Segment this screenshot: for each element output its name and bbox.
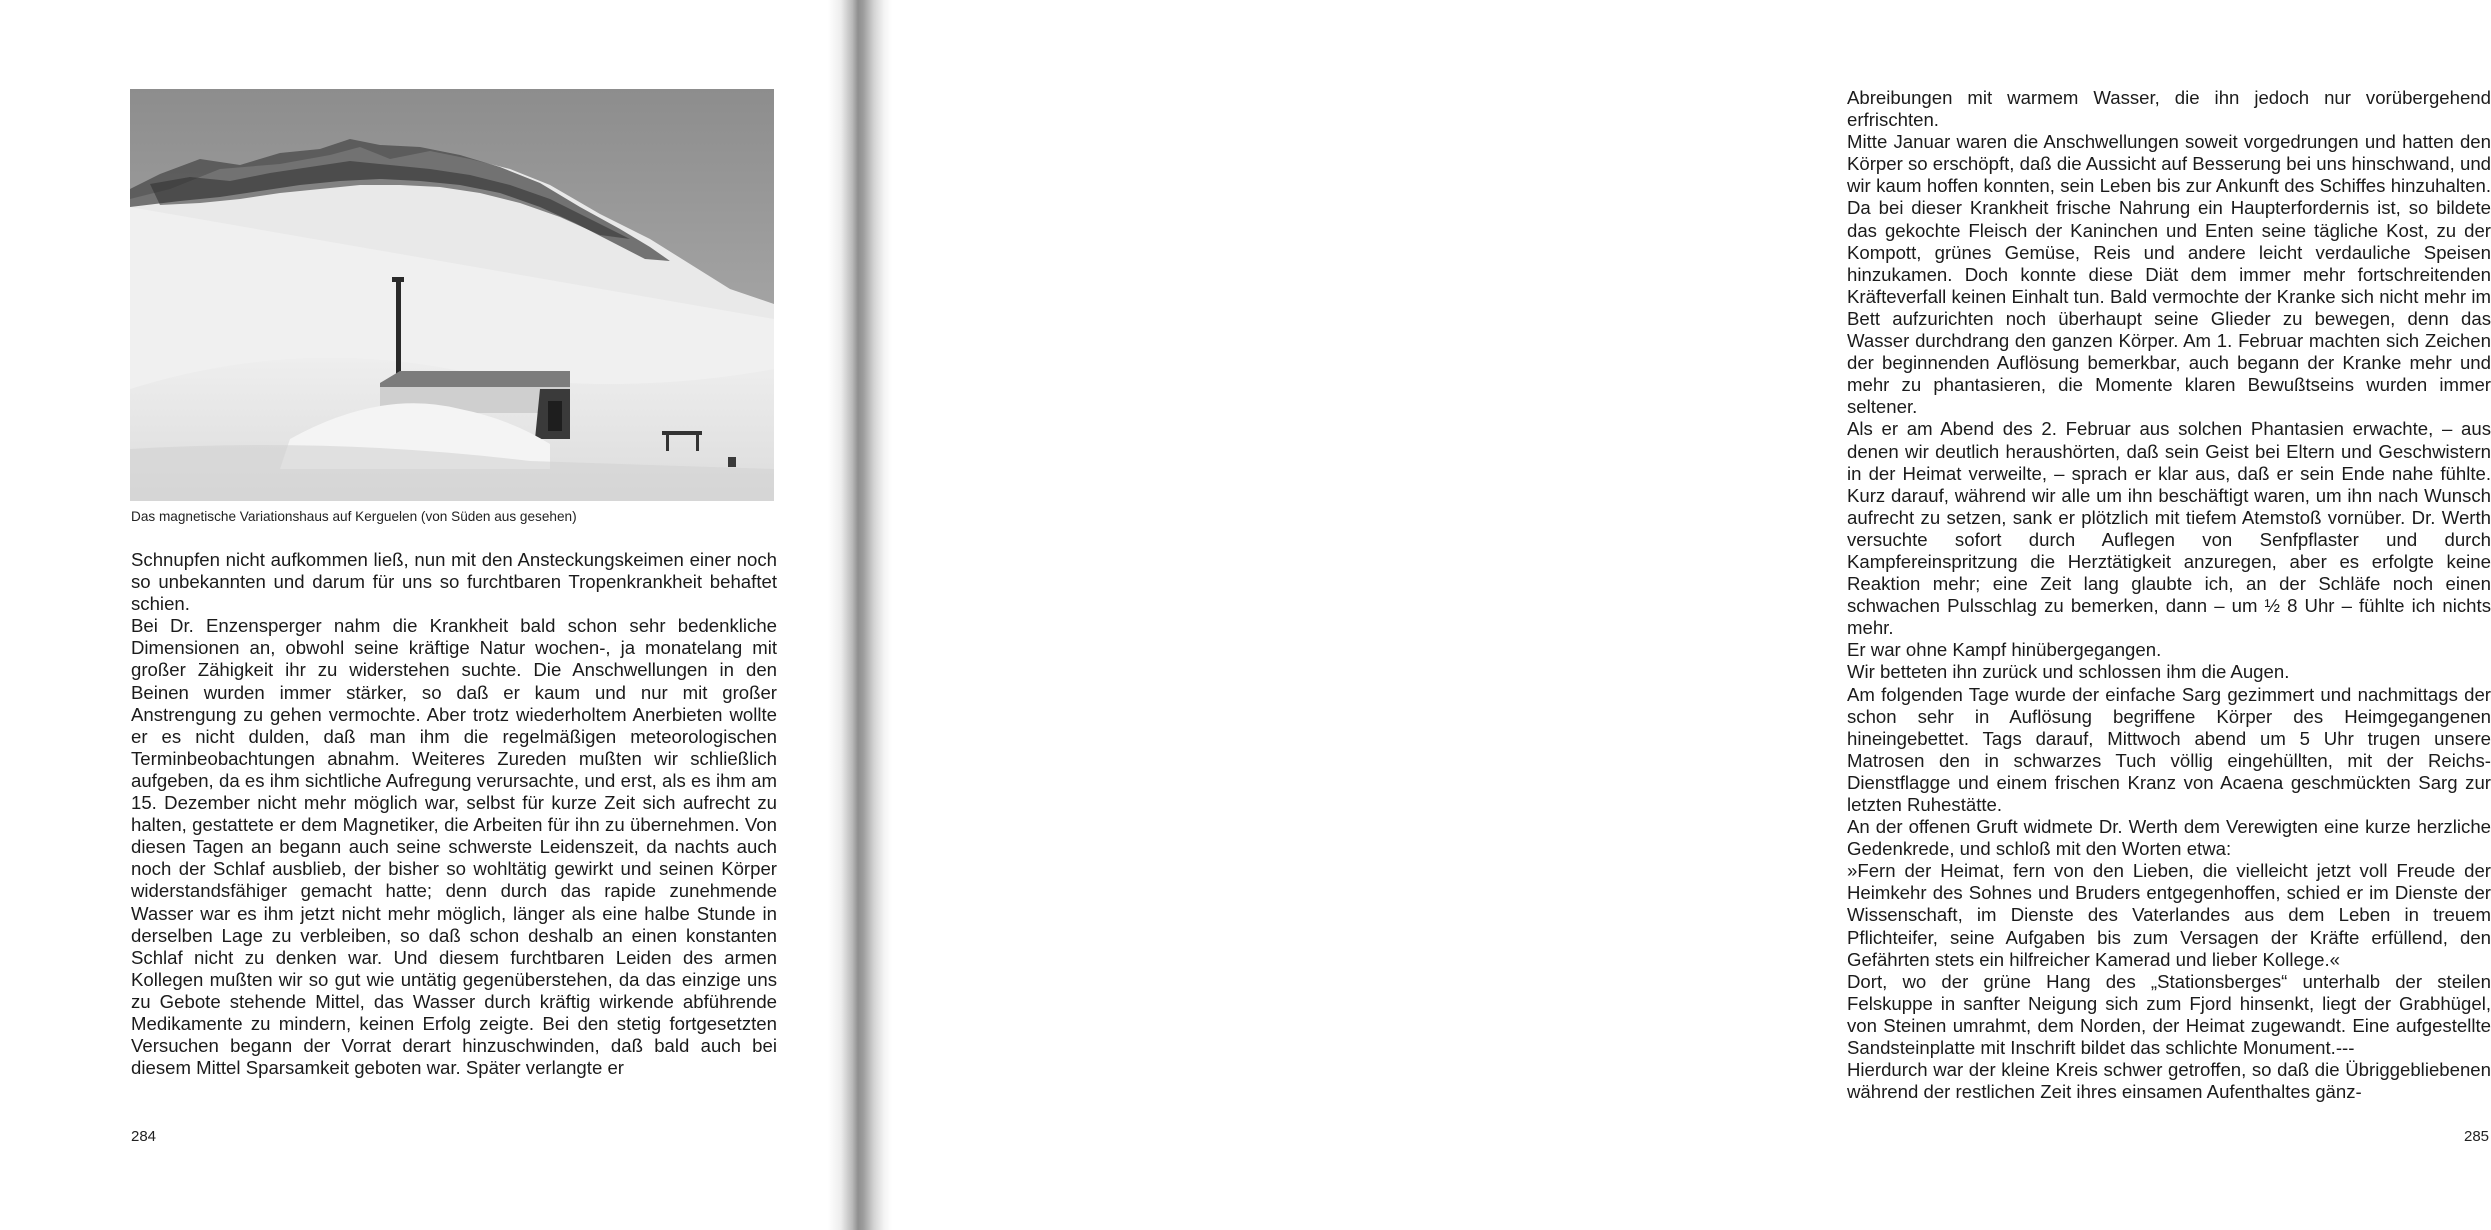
paragraph: Schnupfen nicht aufkommen ließ, nun mit den Ansteckungskeimen einer noch so unbekannten und darum für uns so furchtbaren Tropenkrankheit behaftet schien. <box>131 549 777 615</box>
page-number-left: 284 <box>131 1128 157 1145</box>
figure-caption: Das magnetische Variationshaus auf Kerguelen (von Süden aus gesehen) <box>131 509 577 524</box>
snow-hut-photo <box>130 89 774 501</box>
right-page <box>880 0 2491 1230</box>
right-page-body <box>1847 87 2491 1103</box>
paragraph: An der offenen Gruft widmete Dr. Werth dem Verewigten eine kurze herzliche Gedenkrede, und schloß mit den Worten etwa: <box>1847 816 2491 860</box>
paragraph: Wir betteten ihn zurück und schlossen ihm die Augen. <box>1847 661 2290 683</box>
paragraph: Bei Dr. Enzensperger nahm die Krankheit bald schon sehr bedenkliche Dimensionen an, obwohl seine kräftige Natur wochen-, ja monatelang mit großer Zähigkeit ihr zu widerstehen suchte. Die Anschwellungen in den Beinen wurden immer stärker, so daß er kaum und nur mit großer Anstrengung zu gehen vermochte. Aber trotz wiederholtem Anerbieten wollte er es nicht dulden, daß man ihm die regelmäßigen meteorologischen Terminbeobachtungen abnahm. Weiteres Zureden mußten wir schließlich aufgeben, da es ihm sichtliche Aufregung verursachte, und erst, als es ihm am 15. Dezember nicht mehr möglich war, selbst für kurze Zeit sich aufrecht zu halten, gestattete er dem Magnetiker, die Arbeiten für ihn zu übernehmen. Von diesen Tagen an begann auch seine schwerste Leidenszeit, da nachts auch noch der Schlaf ausblieb, der bisher so wohltätig gewirkt und seinen Körper widerstandsfähiger gemacht hatte; denn durch das rapide zunehmende Wasser war es ihm jetzt nicht mehr möglich, länger als eine halbe Stunde in derselben Lage zu verbleiben, so daß schon deshalb an einen konstanten Schlaf nicht zu denken war. Und diesem furchtbaren Leiden des armen Kollegen mußten wir so gut wie untätig gegenüberstehen, da das einzige uns zu Gebote stehende Mittel, das Wasser durch kräftig wirkende abführende Medikamente zu mindern, keinen Erfolg zeigte. Bei den stetig fortgesetzten Versuchen begann der Vorrat derart hinzuschwinden, daß bald auch bei diesem Mittel Sparsamkeit geboten war. Später verlangte er <box>131 615 777 1079</box>
page-number-right: 285 <box>2464 1128 2490 1145</box>
paragraph: Abreibungen mit warmem Wasser, die ihn jedoch nur vorübergehend erfrischten. <box>1847 87 2491 131</box>
paragraph: Mitte Januar waren die Anschwellungen soweit vorgedrungen und hatten den Körper so erschöpft, daß die Aussicht auf Besserung bei uns hinschwand, und wir kaum hoffen konnten, sein Leben bis zur Ankunft des Schiffes hinzuhalten. Da bei dieser Krankheit frische Nahrung ein Haupterfordernis ist, so bildete das gekochte Fleisch der Kaninchen und Enten seine tägliche Kost, zu der Kompott, grünes Gemüse, Reis und andere leicht verdauliche Speisen hinzukamen. Doch konnte diese Diät dem immer mehr fortschreitenden Kräfteverfall keinen Einhalt tun. Bald vermochte der Kranke sich nicht mehr im Bett aufzurichten noch überhaupt seine Glieder zu bewegen, denn das Wasser durchdrang den ganzen Körper. Am 1. Februar machten sich Zeichen der beginnenden Auflösung bemerkbar, auch begann der Kranke mehr und mehr zu phantasieren, die Momente klaren Bewußtseins wurden immer seltener. <box>1847 131 2491 418</box>
paragraph: Hierdurch war der kleine Kreis schwer getroffen, so daß die Übriggebliebenen während der restlichen Zeit ihres einsamen Aufenthaltes gänz- <box>1847 1059 2491 1103</box>
figure-photo <box>130 89 774 501</box>
left-page-body <box>131 549 777 1079</box>
paragraph: Als er am Abend des 2. Februar aus solchen Phantasien erwachte, – aus denen wir deutlich heraushörten, daß sein Geist bei Eltern und Geschwistern in der Heimat verweilte, – sprach er klar aus, daß er sein Ende nahe fühlte. Kurz darauf, während wir alle um ihn beschäftigt waren, um ihn nach Wunsch aufrecht zu setzen, sank er plötzlich mit tiefem Atemstoß vornüber. Dr. Werth versuchte sofort durch Auflegen von Senfpflaster und durch Kampfereinspritzung die Herztätigkeit anzuregen, aber es erfolgte keine Reaktion mehr; eine Zeit lang glaubte ich, an der Schläfe noch einen schwachen Pulsschlag zu bemerken, dann – um ½ 8 Uhr – fühlte ich nichts mehr. <box>1847 418 2491 639</box>
left-page <box>0 0 840 1230</box>
paragraph: Dort, wo der grüne Hang des „Stationsberges“ unterhalb der steilen Felskuppe in sanfter Neigung sich zum Fjord hinsenkt, liegt der Grabhügel, von Steinen umrahmt, dem Norden, der Heimat zugewandt. Eine aufgestellte Sandsteinplatte mit Inschrift bildet das schlichte Monument.--- <box>1847 970 2491 1059</box>
paragraph: »Fern der Heimat, fern von den Lieben, die vielleicht jetzt voll Freude der Heimkehr des Sohnes und Bruders entgegenhoffen, schied er im Dienste der Wissenschaft, im Dienste des Vaterlandes aus dem Leben in treuem Pflichteifer, seine Aufgaben bis zum Versagen der Kräfte erfüllend, den Gefährten stets ein hilfreicher Kamerad und lieber Kollege.« <box>1847 860 2491 970</box>
paragraph: Am folgenden Tage wurde der einfache Sarg gezimmert und nachmittags der schon sehr in Auflösung begriffene Körper des Heimgegangenen hineingebettet. Tags darauf, Mittwoch abend um 5 Uhr trugen unsere Matrosen den in schwarzes Tuch völlig eingehüllten, mit der Reichs-Dienstflagge und einem frischen Kranz von Acaena geschmückten Sarg zur letzten Ruhestätte. <box>1847 683 2491 815</box>
paragraph: Er war ohne Kampf hinübergegangen. <box>1847 639 2162 661</box>
